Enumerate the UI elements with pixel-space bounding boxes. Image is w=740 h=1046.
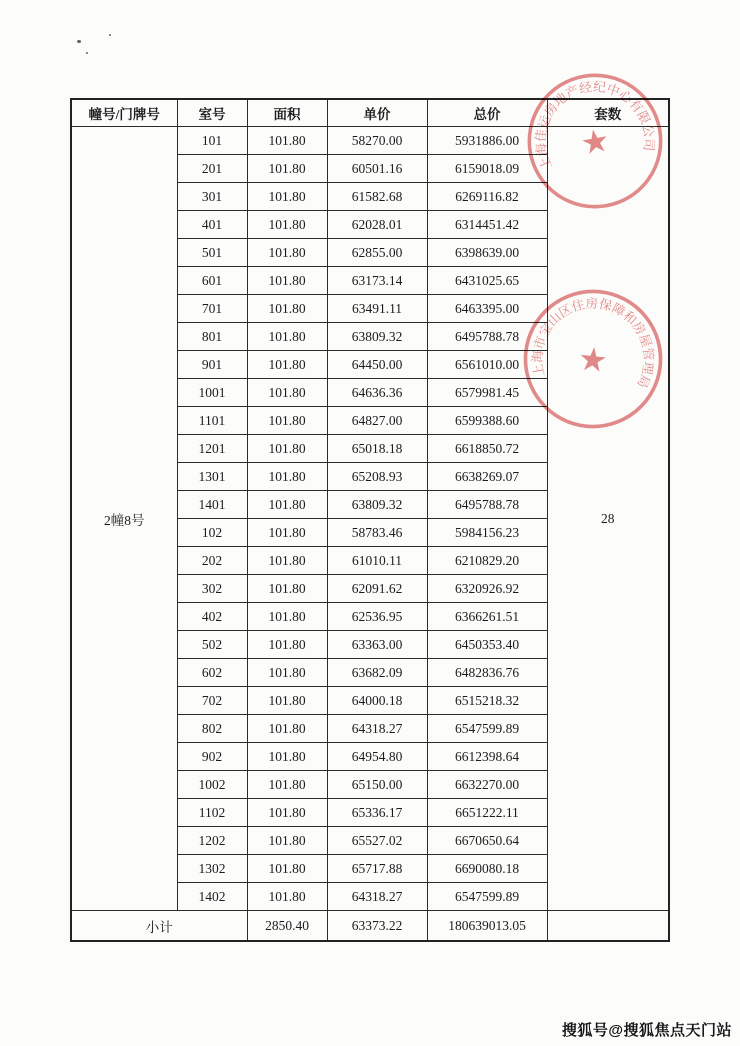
area-cell: 101.80 <box>247 883 327 911</box>
unit-price-cell: 62855.00 <box>327 239 427 267</box>
area-cell: 101.80 <box>247 295 327 323</box>
scan-speck <box>77 40 81 43</box>
unit-price-cell: 64318.27 <box>327 883 427 911</box>
unit-price-cell: 62536.95 <box>327 603 427 631</box>
room-cell: 802 <box>177 715 247 743</box>
header-unit-count: 套数 <box>547 99 669 127</box>
unit-price-cell: 63173.14 <box>327 267 427 295</box>
total-price-cell: 6269116.82 <box>427 183 547 211</box>
area-cell: 101.80 <box>247 631 327 659</box>
room-cell: 902 <box>177 743 247 771</box>
area-cell: 101.80 <box>247 575 327 603</box>
scan-speck <box>109 34 111 36</box>
star-icon: ★ <box>578 122 613 162</box>
star-icon: ★ <box>576 341 610 381</box>
total-price-cell: 6651222.11 <box>427 799 547 827</box>
area-cell: 101.80 <box>247 491 327 519</box>
unit-price-cell: 62091.62 <box>327 575 427 603</box>
unit-price-cell: 62028.01 <box>327 211 427 239</box>
unit-price-cell: 63491.11 <box>327 295 427 323</box>
area-cell: 101.80 <box>247 351 327 379</box>
header-building: 幢号/门牌号 <box>71 99 177 127</box>
header-total-price: 总价 <box>427 99 547 127</box>
room-cell: 1201 <box>177 435 247 463</box>
subtotal-area: 2850.40 <box>247 911 327 942</box>
table-footer-row <box>71 911 669 942</box>
total-price-cell: 6320926.92 <box>427 575 547 603</box>
total-price-cell: 6632270.00 <box>427 771 547 799</box>
total-price-cell: 6618850.72 <box>427 435 547 463</box>
total-price-cell: 6482836.76 <box>427 659 547 687</box>
unit-price-cell: 58270.00 <box>327 127 427 155</box>
area-cell: 101.80 <box>247 519 327 547</box>
room-cell: 301 <box>177 183 247 211</box>
total-price-cell: 5931886.00 <box>427 127 547 155</box>
room-cell: 502 <box>177 631 247 659</box>
total-price-cell: 5984156.23 <box>427 519 547 547</box>
area-cell: 101.80 <box>247 855 327 883</box>
area-cell: 101.80 <box>247 379 327 407</box>
header-room: 室号 <box>177 99 247 127</box>
unit-price-cell: 65018.18 <box>327 435 427 463</box>
area-cell: 101.80 <box>247 407 327 435</box>
room-cell: 1001 <box>177 379 247 407</box>
subtotal-label: 小计 <box>71 911 247 942</box>
seal-text: 上海市宝山区住房保障和房屋管理局 <box>530 296 656 390</box>
unit-price-cell: 64827.00 <box>327 407 427 435</box>
room-cell: 801 <box>177 323 247 351</box>
room-cell: 1202 <box>177 827 247 855</box>
total-price-cell: 6561010.00 <box>427 351 547 379</box>
area-cell: 101.80 <box>247 183 327 211</box>
unit-price-cell: 64954.80 <box>327 743 427 771</box>
header-unit-price: 单价 <box>327 99 427 127</box>
unit-price-cell: 64450.00 <box>327 351 427 379</box>
subtotal-unit-price: 63373.22 <box>327 911 427 942</box>
room-cell: 1102 <box>177 799 247 827</box>
room-cell: 702 <box>177 687 247 715</box>
area-cell: 101.80 <box>247 127 327 155</box>
total-price-cell: 6670650.64 <box>427 827 547 855</box>
footer-empty-cell <box>547 911 669 942</box>
total-price-cell: 6495788.78 <box>427 323 547 351</box>
area-cell: 101.80 <box>247 659 327 687</box>
unit-price-cell: 65208.93 <box>327 463 427 491</box>
unit-price-cell: 65717.88 <box>327 855 427 883</box>
table-header-row <box>71 99 669 127</box>
room-cell: 201 <box>177 155 247 183</box>
unit-price-cell: 65150.00 <box>327 771 427 799</box>
room-cell: 1002 <box>177 771 247 799</box>
room-cell: 601 <box>177 267 247 295</box>
table-body <box>71 127 669 911</box>
unit-price-cell: 61582.68 <box>327 183 427 211</box>
unit-price-cell: 65336.17 <box>327 799 427 827</box>
area-cell: 101.80 <box>247 211 327 239</box>
total-price-cell: 6314451.42 <box>427 211 547 239</box>
unit-price-cell: 64636.36 <box>327 379 427 407</box>
area-cell: 101.80 <box>247 771 327 799</box>
scan-speck <box>86 52 88 54</box>
total-price-cell: 6366261.51 <box>427 603 547 631</box>
total-price-cell: 6515218.32 <box>427 687 547 715</box>
room-cell: 102 <box>177 519 247 547</box>
table-row <box>71 127 669 155</box>
total-price-cell: 6463395.00 <box>427 295 547 323</box>
area-cell: 101.80 <box>247 799 327 827</box>
area-cell: 101.80 <box>247 435 327 463</box>
unit-price-cell: 61010.11 <box>327 547 427 575</box>
seal-text: 上海佳运房地产经纪中心有限公司 <box>533 79 657 172</box>
room-cell: 1402 <box>177 883 247 911</box>
unit-price-cell: 65527.02 <box>327 827 427 855</box>
total-price-cell: 6579981.45 <box>427 379 547 407</box>
area-cell: 101.80 <box>247 463 327 491</box>
area-cell: 101.80 <box>247 743 327 771</box>
unit-price-cell: 64318.27 <box>327 715 427 743</box>
area-cell: 101.80 <box>247 323 327 351</box>
subtotal-total-price: 180639013.05 <box>427 911 547 942</box>
area-cell: 101.80 <box>247 715 327 743</box>
unit-price-cell: 63363.00 <box>327 631 427 659</box>
room-cell: 402 <box>177 603 247 631</box>
unit-price-cell: 64000.18 <box>327 687 427 715</box>
room-cell: 1101 <box>177 407 247 435</box>
total-price-cell: 6495788.78 <box>427 491 547 519</box>
total-price-cell: 6547599.89 <box>427 715 547 743</box>
room-cell: 302 <box>177 575 247 603</box>
area-cell: 101.80 <box>247 267 327 295</box>
room-cell: 1401 <box>177 491 247 519</box>
area-cell: 101.80 <box>247 827 327 855</box>
header-area: 面积 <box>247 99 327 127</box>
unit-price-cell: 60501.16 <box>327 155 427 183</box>
total-price-cell: 6450353.40 <box>427 631 547 659</box>
unit-price-cell: 63682.09 <box>327 659 427 687</box>
room-cell: 101 <box>177 127 247 155</box>
total-price-cell: 6612398.64 <box>427 743 547 771</box>
total-price-cell: 6547599.89 <box>427 883 547 911</box>
area-cell: 101.80 <box>247 603 327 631</box>
total-price-cell: 6431025.65 <box>427 267 547 295</box>
room-cell: 401 <box>177 211 247 239</box>
total-price-cell: 6638269.07 <box>427 463 547 491</box>
room-cell: 701 <box>177 295 247 323</box>
total-price-cell: 6210829.20 <box>427 547 547 575</box>
area-cell: 101.80 <box>247 155 327 183</box>
room-cell: 602 <box>177 659 247 687</box>
unit-price-cell: 58783.46 <box>327 519 427 547</box>
building-label-cell: 2幢8号 <box>71 127 177 911</box>
room-cell: 202 <box>177 547 247 575</box>
total-price-cell: 6599388.60 <box>427 407 547 435</box>
unit-count-cell: 28 <box>547 127 669 911</box>
total-price-cell: 6159018.09 <box>427 155 547 183</box>
area-cell: 101.80 <box>247 239 327 267</box>
room-cell: 501 <box>177 239 247 267</box>
room-cell: 1301 <box>177 463 247 491</box>
watermark-text: 搜狐号@搜狐焦点天门站 <box>561 1022 732 1039</box>
area-cell: 101.80 <box>247 547 327 575</box>
unit-price-cell: 63809.32 <box>327 491 427 519</box>
total-price-cell: 6398639.00 <box>427 239 547 267</box>
room-cell: 901 <box>177 351 247 379</box>
price-table <box>70 98 670 942</box>
area-cell: 101.80 <box>247 687 327 715</box>
unit-price-cell: 63809.32 <box>327 323 427 351</box>
total-price-cell: 6690080.18 <box>427 855 547 883</box>
room-cell: 1302 <box>177 855 247 883</box>
